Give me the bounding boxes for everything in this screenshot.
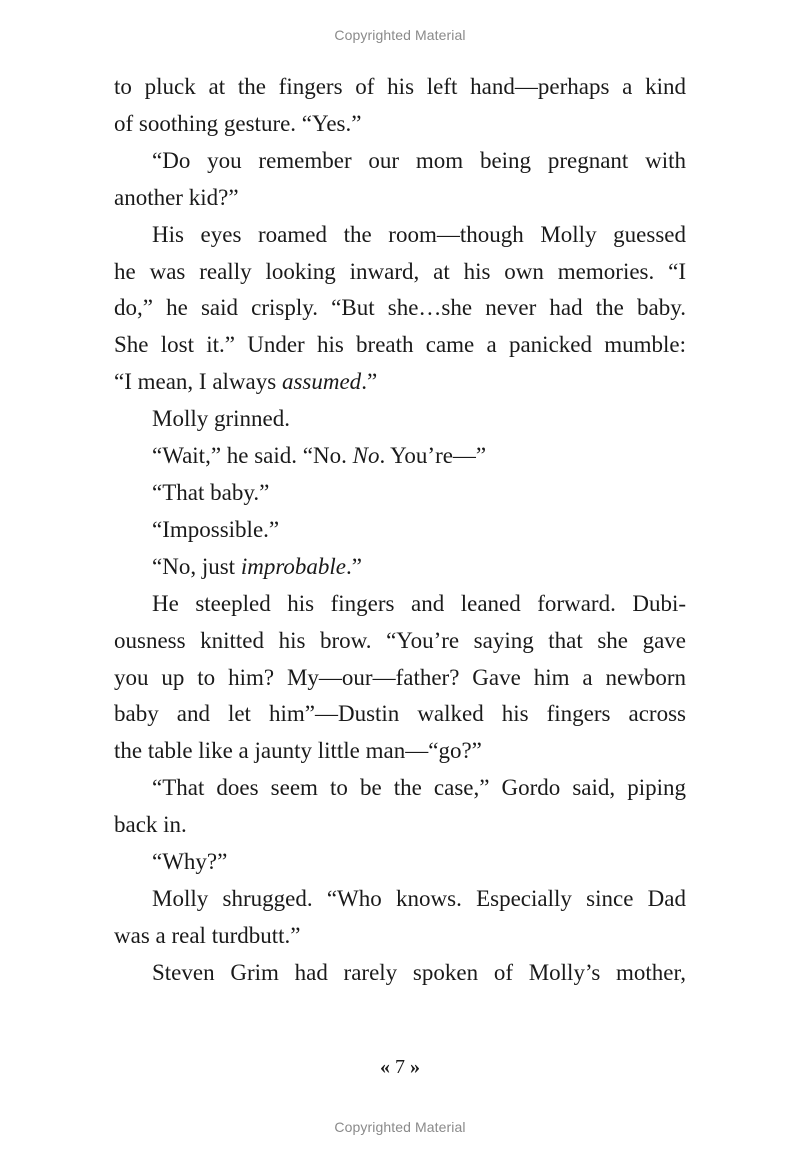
text-segment: She lost it.” Under his breath came a panicked mumble: — [114, 332, 686, 358]
text-segment: Molly grinned. — [152, 406, 290, 432]
text-segment: he was really looking inward, at his own memories. “I — [114, 258, 686, 284]
text-segment: was a real turdbutt.” — [114, 922, 301, 948]
paragraph — [114, 955, 686, 992]
paragraph — [114, 549, 686, 586]
page-body-text — [114, 69, 686, 992]
paragraph — [114, 586, 686, 771]
text-segment: “Do you remember our mom being pregnant with — [152, 147, 686, 173]
text-segment: Molly shrugged. “Who knows. Especially since Dad — [152, 885, 686, 911]
text-segment: “That does seem to be the case,” Gordo said, piping — [152, 775, 686, 801]
text-segment: ousness knitted his brow. “You’re saying that she gave — [114, 627, 686, 653]
text-line — [114, 586, 686, 623]
text-line — [114, 733, 686, 770]
text-line — [114, 512, 686, 549]
text-line — [114, 438, 686, 475]
italic-text: No — [352, 443, 380, 469]
text-line — [114, 69, 686, 106]
text-segment: the table like a jaunty little man—“go?” — [114, 738, 482, 764]
text-segment: you up to him? My—our—father? Gave him a newborn — [114, 664, 686, 690]
text-segment: another kid?” — [114, 184, 239, 210]
text-segment: His eyes roamed the room—though Molly guessed — [152, 221, 686, 247]
text-segment: “Wait,” he said. “No. — [152, 443, 353, 469]
text-line — [114, 290, 686, 327]
text-line — [114, 696, 686, 733]
text-line — [114, 401, 686, 438]
text-line — [114, 844, 686, 881]
text-segment: baby and let him”—Dustin walked his fingers across — [114, 701, 686, 727]
text-segment: “No, just — [152, 553, 241, 579]
text-segment: .” — [361, 369, 378, 395]
text-line — [114, 475, 686, 512]
text-line — [114, 955, 686, 992]
paragraph — [114, 401, 686, 438]
text-line — [114, 143, 686, 180]
text-line — [114, 623, 686, 660]
paragraph — [114, 881, 686, 955]
italic-text: assumed — [281, 369, 362, 395]
paragraph — [114, 512, 686, 549]
text-line — [114, 180, 686, 217]
paragraph — [114, 475, 686, 512]
text-line — [114, 254, 686, 291]
text-line — [114, 549, 686, 586]
text-segment: He steepled his fingers and leaned forward. Dubi- — [152, 590, 686, 616]
paragraph — [114, 217, 686, 402]
text-line — [114, 364, 686, 401]
text-line — [114, 106, 686, 143]
text-segment: Steven Grim had rarely spoken of Molly’s mother, — [152, 959, 686, 985]
text-line — [114, 881, 686, 918]
text-segment: do,” he said crisply. “But she…she never had the baby. — [114, 295, 686, 321]
text-line — [114, 770, 686, 807]
folio-number: 7 — [395, 1056, 405, 1078]
text-line — [114, 807, 686, 844]
paragraph — [114, 143, 686, 217]
text-segment: of soothing gesture. “Yes.” — [114, 110, 362, 136]
italic-text: improbable — [240, 553, 347, 579]
text-line — [114, 918, 686, 955]
paragraph — [114, 844, 686, 881]
text-line — [114, 660, 686, 697]
folio-left-guillemet: « — [380, 1056, 390, 1078]
text-segment: “I mean, I always — [114, 369, 282, 395]
paragraph — [114, 438, 686, 475]
text-segment: “Impossible.” — [152, 516, 280, 542]
text-segment: “That baby.” — [152, 479, 270, 505]
text-segment: “Why?” — [152, 849, 228, 875]
paragraph — [114, 770, 686, 844]
copyright-watermark-top: Copyrighted Material — [334, 27, 466, 43]
text-line — [114, 217, 686, 254]
text-segment: back in. — [114, 812, 187, 838]
paragraph — [114, 69, 686, 143]
copyright-watermark-bottom: Copyrighted Material — [334, 1119, 466, 1135]
text-line — [114, 327, 686, 364]
page-number — [0, 1056, 800, 1079]
folio-right-guillemet: » — [410, 1056, 420, 1078]
text-segment: to pluck at the fingers of his left hand—perhaps a kind — [114, 74, 686, 99]
text-segment: . You’re—” — [379, 443, 487, 469]
text-segment: .” — [346, 553, 362, 579]
